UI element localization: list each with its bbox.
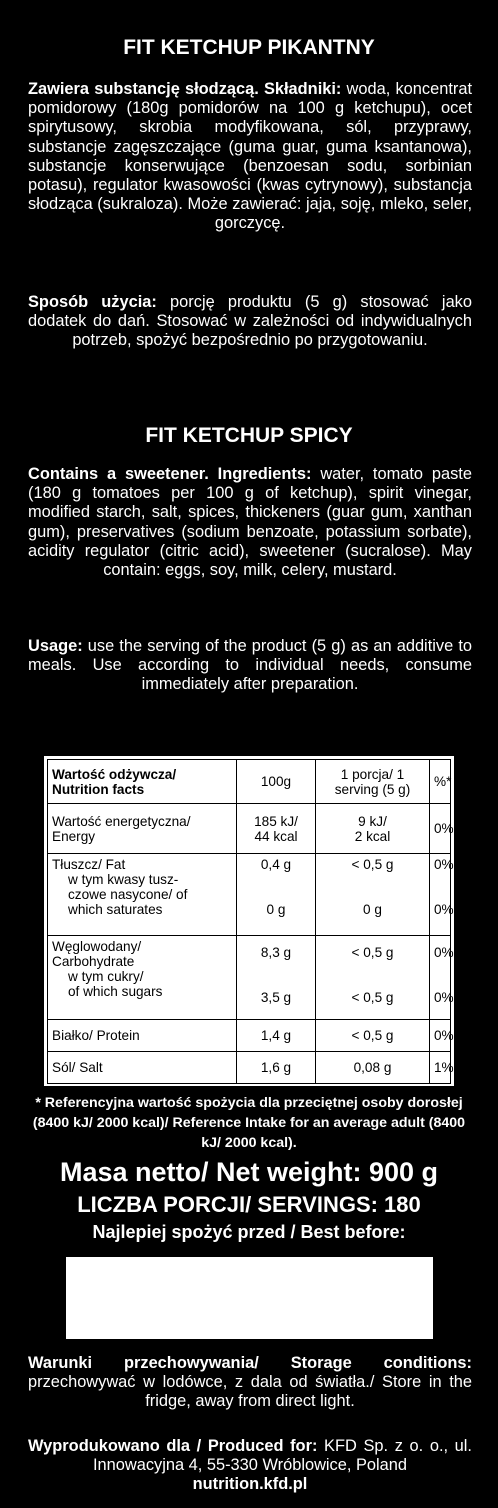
energy-label-pl: Wartość energetyczna/ bbox=[52, 813, 191, 829]
best-before-label: Najlepiej spożyć przed / Best before: bbox=[92, 1222, 406, 1242]
net-weight: Masa netto/ Net weight: 900 g bbox=[59, 1157, 439, 1187]
header-serving-2: serving (5 g) bbox=[334, 781, 411, 797]
sat-label-1: w tym kwasy tusz- bbox=[68, 872, 179, 887]
en-usage-lead: Usage: bbox=[28, 637, 83, 655]
reference-intake-note: * Referencyjna wartość spożycia dla przeciętnej osoby dorosłej (8400 kJ/ 2000 kcal)/ Reference Intake for an average adult (8400 kJ/ 2000 kcal). bbox=[32, 1095, 466, 1151]
fat-label-text: Tłuszcz/ Fat bbox=[52, 857, 126, 872]
sugar-serving-value: < 0,5 g bbox=[351, 990, 394, 1005]
nutrition-row-salt bbox=[48, 1052, 451, 1084]
carb-100g-value: 8,3 g bbox=[260, 945, 292, 960]
header-100g: 100g bbox=[237, 760, 316, 804]
producer-lead: Wyprodukowano dla / Produced for: bbox=[28, 1437, 318, 1455]
pl-title: FIT KETCHUP PIKANTNY bbox=[123, 36, 375, 59]
header-serving bbox=[316, 760, 430, 804]
storage-conditions bbox=[28, 1354, 472, 1412]
sat-label-3: which saturates bbox=[68, 902, 163, 917]
sat-ri-value: 0% bbox=[434, 902, 454, 917]
carb-label bbox=[48, 936, 237, 1020]
fat-serving bbox=[316, 854, 430, 936]
en-title: FIT KETCHUP SPICY bbox=[145, 424, 353, 447]
energy-100g-kj: 185 kJ/ bbox=[254, 813, 298, 829]
pl-ingredients bbox=[28, 80, 472, 234]
sugar-ri-value: 0% bbox=[434, 990, 454, 1005]
nutrition-header-row bbox=[48, 760, 451, 804]
pl-usage-text: porcję produktu (5 g) stosować jako dodatek do dań. Stosować w zależności od indywidualnych potrzeb, spożyć bezpośrednio po przygotowaniu. bbox=[28, 293, 472, 350]
website: nutrition.kfd.pl bbox=[192, 1475, 308, 1494]
servings-count: LICZBA PORCJI/ SERVINGS: 180 bbox=[77, 1192, 421, 1217]
nutrition-row-fat bbox=[48, 854, 451, 936]
protein-label: Białko/ Protein bbox=[48, 1020, 237, 1052]
carb-serving-value: < 0,5 g bbox=[351, 945, 394, 960]
salt-ri: 1% bbox=[430, 1052, 451, 1084]
nutrition-row-protein bbox=[48, 1020, 451, 1052]
protein-serving: < 0,5 g bbox=[316, 1020, 430, 1052]
sat-label-2: czowe nasycone/ of bbox=[68, 887, 188, 902]
pl-ingredients-lead: Zawiera substancję słodzącą. Składniki: bbox=[28, 80, 342, 98]
storage-text: przechowywać w lodówce, z dala od światła./ Store in the fridge, away from direct light. bbox=[28, 1373, 472, 1411]
energy-serving-kj: 9 kJ/ bbox=[358, 813, 387, 829]
producer-info bbox=[28, 1437, 472, 1495]
en-ingredients-text: water, tomato paste (180 g tomatoes per 100 g of ketchup), spirit vinegar, modified starch, salt, spices, thickeners (guar gum, xanthan gum), preservatives (sodium benzoate, potassium sorbate), acidity regulator (citric acid), sweetener (sucralose). May contain: eggs, soy, milk, celery, mustard. bbox=[28, 465, 472, 580]
energy-label bbox=[48, 804, 237, 854]
nutrition-header-label bbox=[48, 760, 237, 804]
fat-ri bbox=[430, 854, 454, 936]
carb-ri-value: 0% bbox=[434, 945, 454, 960]
best-before-box bbox=[66, 1257, 433, 1339]
header-serving-1: 1 porcja/ 1 bbox=[340, 766, 405, 782]
pl-ingredients-text: woda, koncentrat pomidorowy (180g pomidorów na 100 g ketchupu), ocet spirytusowy, skrobia modyfikowana, sól, przyprawy, substancje zagęszczające (guma guar, guma ksantanowa), substancje konserwujące (benzoesan sodu, sorbinian potasu), regulator kwasowości (kwas cytrynowy), substancja słodząca (sukraloza). Może zawierać: jaja, soję, mleko, seler, gorczycę. bbox=[28, 80, 472, 233]
energy-100g-kcal: 44 kcal bbox=[254, 828, 298, 844]
carb-label-en: Carbohydrate bbox=[52, 954, 135, 969]
header-label-en: Nutrition facts bbox=[52, 781, 145, 797]
fat-label bbox=[48, 854, 237, 936]
sat-100g-value: 0 g bbox=[266, 902, 286, 917]
en-usage bbox=[28, 637, 472, 695]
salt-label: Sól/ Salt bbox=[48, 1052, 237, 1084]
energy-serving bbox=[316, 804, 430, 854]
salt-serving: 0,08 g bbox=[316, 1052, 430, 1084]
fat-serving-value: < 0,5 g bbox=[351, 857, 394, 872]
pl-usage-lead: Sposób użycia: bbox=[28, 293, 157, 311]
fat-100g-value: 0,4 g bbox=[260, 857, 292, 872]
en-ingredients bbox=[28, 465, 472, 580]
header-label-pl: Wartość odżywcza/ bbox=[52, 766, 177, 782]
producer-text: KFD Sp. z o. o., ul. Innowacyjna 4, 55-330 Wróblowice, Poland bbox=[92, 1437, 472, 1475]
carb-serving bbox=[316, 936, 430, 1020]
storage-lead: Warunki przechowywania/ Storage conditions: bbox=[28, 1354, 472, 1372]
energy-100g bbox=[237, 804, 316, 854]
sugar-label-pl: w tym cukry/ bbox=[68, 969, 144, 984]
protein-ri: 0% bbox=[430, 1020, 451, 1052]
nutrition-row-carb bbox=[48, 936, 451, 1020]
protein-100g: 1,4 g bbox=[237, 1020, 316, 1052]
nutrition-table bbox=[44, 756, 454, 1086]
fat-100g bbox=[237, 854, 316, 936]
sugar-label-en: of which sugars bbox=[68, 984, 163, 999]
energy-label-en: Energy bbox=[52, 828, 96, 844]
fat-ri-value: 0% bbox=[434, 857, 454, 872]
energy-serving-kcal: 2 kcal bbox=[354, 828, 391, 844]
carb-100g bbox=[237, 936, 316, 1020]
energy-ri: 0% bbox=[430, 804, 451, 854]
nutrition-row-energy bbox=[48, 804, 451, 854]
salt-100g: 1,6 g bbox=[237, 1052, 316, 1084]
sat-serving-value: 0 g bbox=[363, 902, 382, 917]
sugar-100g-value: 3,5 g bbox=[260, 990, 292, 1005]
carb-label-pl: Węglowodany/ bbox=[52, 939, 142, 954]
en-usage-text: use the serving of the product (5 g) as an additive to meals. Use according to individual needs, consume immediately after preparation. bbox=[28, 637, 472, 694]
pl-usage bbox=[28, 293, 472, 351]
carb-ri bbox=[430, 936, 454, 1020]
en-ingredients-lead: Contains a sweetener. Ingredients: bbox=[28, 465, 312, 483]
header-ri: %* bbox=[430, 760, 451, 804]
